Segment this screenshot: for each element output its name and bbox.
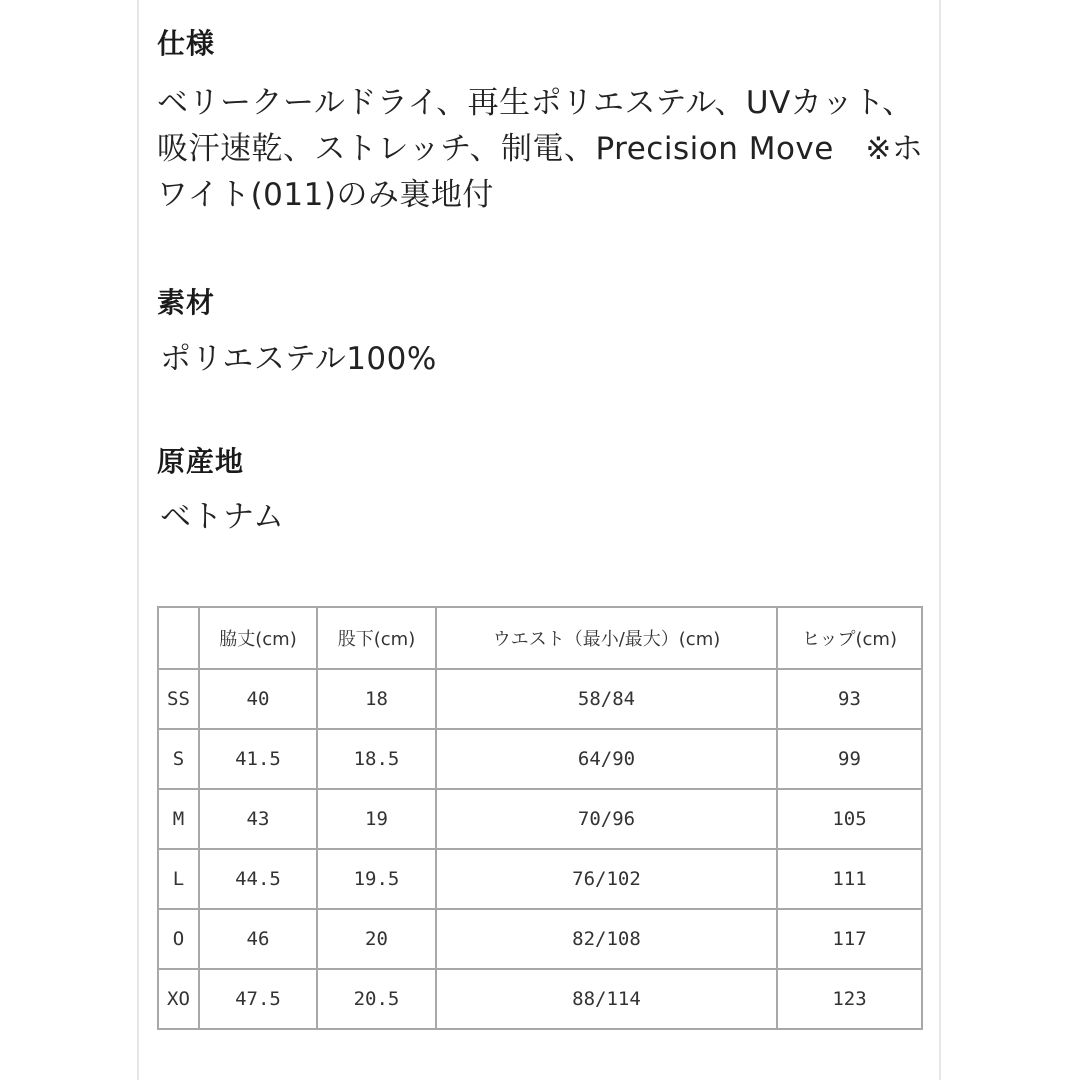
table-row xyxy=(158,789,922,849)
material-heading: 素材 xyxy=(157,286,216,319)
size-label: M xyxy=(158,789,199,849)
hip-value: 99 xyxy=(777,729,922,789)
side-length-value: 44.5 xyxy=(199,849,317,909)
side-length-value: 46 xyxy=(199,909,317,969)
hip-value: 105 xyxy=(777,789,922,849)
origin-heading: 原産地 xyxy=(157,445,245,478)
spec-heading: 仕様 xyxy=(157,27,216,60)
table-row xyxy=(158,849,922,909)
size-label: XO xyxy=(158,969,199,1029)
size-label: L xyxy=(158,849,199,909)
size-label: O xyxy=(158,909,199,969)
column-header-side-length: 脇丈(cm) xyxy=(199,607,317,669)
inseam-value: 18.5 xyxy=(317,729,436,789)
inseam-value: 20 xyxy=(317,909,436,969)
table-row xyxy=(158,669,922,729)
table-row xyxy=(158,909,922,969)
table-row xyxy=(158,729,922,789)
hip-value: 93 xyxy=(777,669,922,729)
inseam-value: 20.5 xyxy=(317,969,436,1029)
waist-value: 76/102 xyxy=(436,849,777,909)
waist-value: 70/96 xyxy=(436,789,777,849)
spec-line: ベリークールドライ、再生ポリエステル、UVカット、 xyxy=(157,85,914,121)
inseam-value: 19.5 xyxy=(317,849,436,909)
waist-value: 58/84 xyxy=(436,669,777,729)
size-label: SS xyxy=(158,669,199,729)
hip-value: 117 xyxy=(777,909,922,969)
waist-value: 88/114 xyxy=(436,969,777,1029)
size-label: S xyxy=(158,729,199,789)
inseam-value: 19 xyxy=(317,789,436,849)
spec-description xyxy=(157,80,924,218)
table-row xyxy=(158,969,922,1029)
hip-value: 111 xyxy=(777,849,922,909)
column-header-inseam: 股下(cm) xyxy=(317,607,436,669)
spec-line: 吸汗速乾、ストレッチ、制電、Precision Move ※ホ xyxy=(157,131,924,167)
material-value: ポリエステル100% xyxy=(160,341,437,377)
origin-value: ベトナム xyxy=(160,499,285,535)
size-table-corner-cell xyxy=(158,607,199,669)
side-length-value: 40 xyxy=(199,669,317,729)
inseam-value: 18 xyxy=(317,669,436,729)
side-length-value: 41.5 xyxy=(199,729,317,789)
hip-value: 123 xyxy=(777,969,922,1029)
column-header-waist: ウエスト（最小/最大）(cm) xyxy=(436,607,777,669)
spec-line: ワイト(011)のみ裏地付 xyxy=(157,177,494,213)
waist-value: 82/108 xyxy=(436,909,777,969)
size-table xyxy=(157,606,923,1030)
waist-value: 64/90 xyxy=(436,729,777,789)
side-length-value: 43 xyxy=(199,789,317,849)
size-table-header-row xyxy=(158,607,922,669)
side-length-value: 47.5 xyxy=(199,969,317,1029)
column-header-hip: ヒップ(cm) xyxy=(777,607,922,669)
